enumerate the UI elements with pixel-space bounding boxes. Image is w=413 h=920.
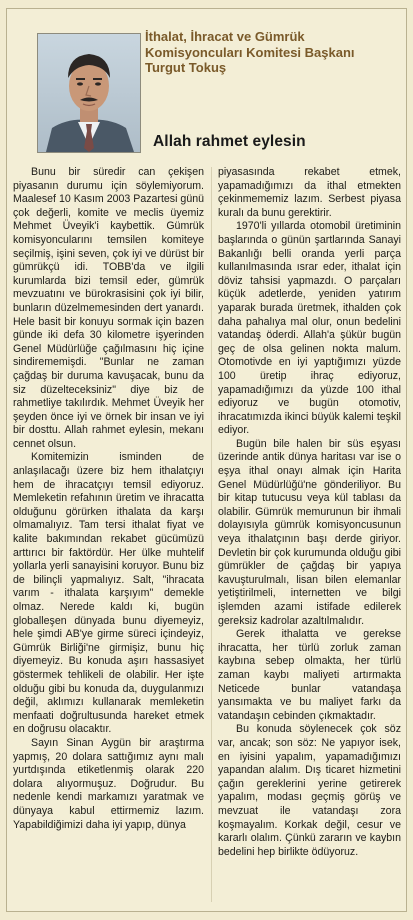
- author-portrait: [37, 33, 141, 153]
- paragraph: Bunu bir süredir can çekişen piyasanın durumu için söylemiyorum. Maalesef 10 Kasım 2003 Pazartesi günü çok değerli, komite ve meclis üyemiz Mehmet Üveyik'i kaybettik. Gümrük komisyoncularını temsilen komiteye seçilmiş, işini seven, çok iyi ve dürüst bir gümrükçü idi. TOBB'da ve ilgili kurumlarda bizi temsil eder, gümrük mevzuatını ve bürokrasisini çok iyi bilir, bunların düzelmemesinden dert yanardı. Hele basit bir konuyu sormak için bazen günde iki defa 30 kilometre işyerinden Genel Müdürlüğe çağılmasını hiç içine sindirememişdi. "Bunlar ne zaman çağdaş bir duruma kavuşacak, bunu da siz düzelteceksiniz" diye biz de rahmetliye takılırdık. Mehmet Üveyik her şeyden önce iyi ve örnek bir insan ve iyi bir dosttu. Allah rahmet eylesin, mekanı cennet olsun.: [13, 166, 204, 450]
- paragraph: piyasasında rekabet etmek, yapamadığımızı da ithal etmekten çekinmememiz lazım. Serbest piyasa kuralı da bunu gerektirir.: [218, 166, 401, 219]
- portrait-image: [38, 34, 140, 152]
- article-frame: [6, 8, 407, 912]
- column-divider: [211, 167, 212, 902]
- right-column: [218, 166, 401, 859]
- paragraph: Komitemizin isminden de anlaşılacağı üzere biz hem ithalatçıyı hem de ihracatçıyı temsil ediyoruz. Memleketin refahının üretim ve ihracatta olduğunu görürken ithalata da karşı olmamalıyız. Tam tersi ithalat fiyat ve kalite bakımından rekabet gücümüzü arttırıcı bir faktördür. Her ülke muhtelif yollarla yerli sanayisini koruyor. Bunu biz de bilinçli yapmalıyız. Salt, "ihracata varım - ithalata karşıyım" demekle olmaz. Nerede kaldı ki, bugün globalleşen dünyada bunu diyemeyiz, hele şimdi AB'ye girme süreci içindeyiz, Gümrük Birliği'ne girmişiz, bunu hiç diyemeyiz. Bu konuda aşırı hassasiyet göstermek tehlikeli de olabilir. Her işte olduğu gibi bu konuda da, duygulanmızı değil, aklımızı kullanarak memleketin menfaati doğrultusunda hareket etmek en doğrusu olacaktır.: [13, 451, 204, 736]
- paragraph: Sayın Sinan Aygün bir araştırma yapmış, 20 dolara sattığımız aynı malı yurtdışında etiketlenmiş olarak 220 dolara alıyormuşuz. Doğrudur. Bu nedenle kendi markamızı yaratmak ve dünyaya kabul ettirmemiz lazım. Yapabildiğimizi daha iyi yapıp, dünya: [13, 736, 204, 831]
- paragraph: Bu konuda söylenecek çok söz var, ancak; son söz: Ne yapıyor isek, en iyisini yapalım, yapamadığımızı yapandan alalım. Dış ticaret hizmetini çağın gereklerini yerine getirerek yapalım, modası geçmiş görüş ve mevzuat ile vatandaşı zora koşmayalım. Korkak değil, cesur ve kararlı olalım. Çünkü zararın ve kaybın bedelini hep birlikte ödüyoruz.: [218, 723, 401, 858]
- paragraph: 1970'li yıllarda otomobil üretiminin başlarında o günün şartlarında Sanayi Bakanlığı belli oranda yerli parça kullanılmasında ısrar eder, ithalat için döviz tahsisi yapmazdı. O parçaları küçük adetlerde, yeniden yatırım yaparak burada üretmek, ithalden çok daha pahalıya mal olur, onun bedelini vatandaş öderdi. Allah'a şükür bugün geç de olsa gelinen nokta malum. Otomotivde en iyi yaptığımızı yüzde 100 üretip ihraç ediyoruz, yapamadığımızı da yüzde 100 ithal ediyoruz ve bugün otomotiv, ihracatımızda ikinci büyük kalemi teşkil ediyor.: [218, 220, 401, 437]
- heading-line-1: İthalat, İhracat ve Gümrük: [145, 29, 305, 44]
- paragraph: Bugün bile halen bir süs eşyası üzerinde antik dünya haritası var ise o eşya ithal onayı almak için Harita Genel Müdürlüğü'ne gönderiliyor. Bu bir kitap tutucusu veya kül tablası da olabilir. Gümrük memurunun bir ihmali dolayısıyla gümrük komisyoncusunun veya ithalatçının başı derde giriyor. Devletin bir çok kurumunda olduğu gibi gümrükler de çağdaş bir yapıya kavuşturulmalı, lisan bilen elemanlar yetiştirilmeli, internetten ve bilgi işlemden azami istifade edilerek gereksiz kadrolar azaltılmalıdır.: [218, 437, 401, 627]
- article-title: Allah rahmet eylesin: [153, 133, 306, 150]
- author-heading: [145, 29, 403, 76]
- left-column: [13, 166, 204, 832]
- heading-author-name: Turgut Tokuş: [145, 60, 227, 75]
- paragraph: Gerek ithalatta ve gerekse ihracatta, her türlü zorluk zaman kaybına sebep olmakta, her türlü zaman kaybı maliyeti artırmakta Neticede bunlar vatandaşa yansımakta ve bu maliyet farkı da vatandaşın cebinden çıkmaktadır.: [218, 628, 401, 722]
- heading-line-2: Komisyoncuları Komitesi Başkanı: [145, 44, 355, 60]
- article-header: [7, 9, 406, 164]
